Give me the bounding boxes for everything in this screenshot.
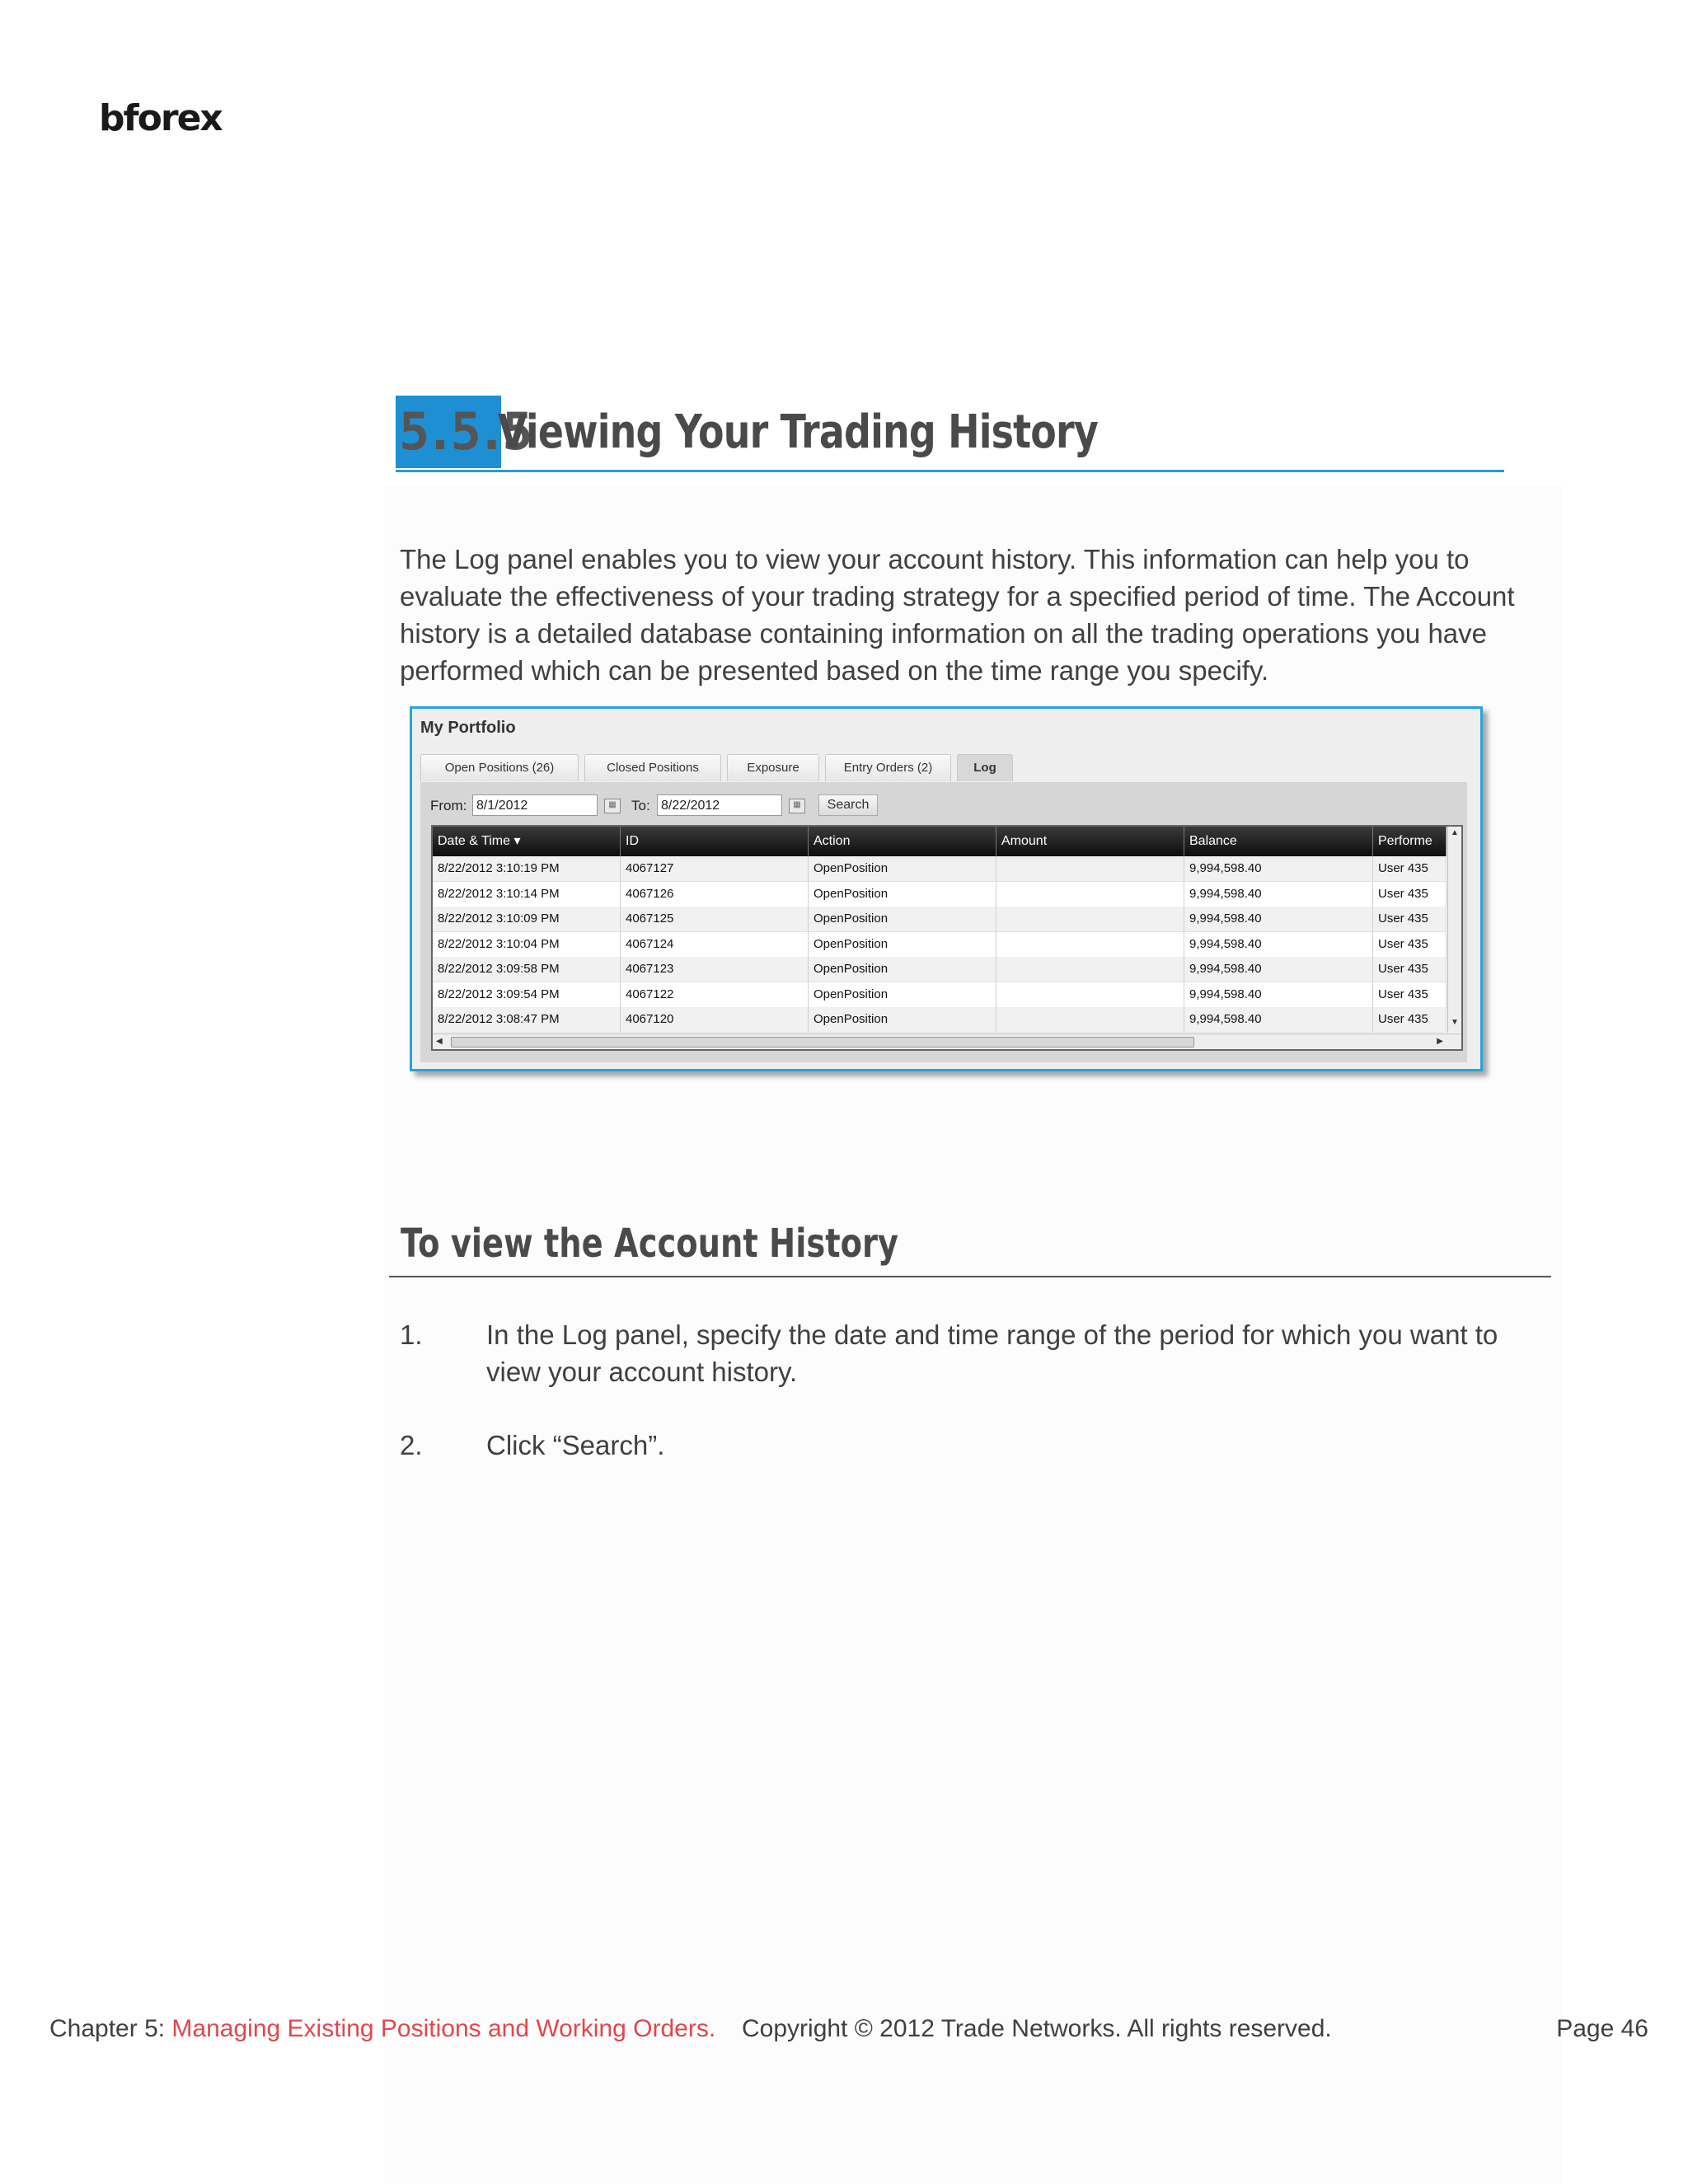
horizontal-scroll-thumb[interactable] [451, 1037, 1194, 1047]
step-number: 2. [400, 1430, 423, 1460]
table-cell: 4067125 [621, 907, 809, 931]
step-item [400, 1427, 1554, 1464]
tab-closed-positions[interactable]: Closed Positions [584, 754, 721, 781]
section-heading [396, 396, 1504, 472]
vertical-scrollbar[interactable] [1447, 827, 1461, 1033]
footer-chapter-prefix: Chapter 5: [49, 2015, 172, 2042]
column-action[interactable]: Action [809, 827, 996, 856]
table-cell: OpenPosition [809, 957, 996, 982]
table-cell: 8/22/2012 3:09:58 PM [433, 957, 621, 982]
table-cell [996, 957, 1184, 982]
table-cell: 9,994,598.40 [1184, 982, 1373, 1007]
footer-page-number: Page 46 [1556, 2015, 1648, 2042]
table-cell [996, 856, 1184, 881]
table-cell: 9,994,598.40 [1184, 957, 1373, 982]
table-cell: 9,994,598.40 [1184, 907, 1373, 931]
table-cell: OpenPosition [809, 907, 996, 931]
table-cell [996, 882, 1184, 907]
column-date-time[interactable]: Date & Time ▾ [433, 827, 621, 856]
subsection-heading [389, 1216, 1551, 1277]
table-cell: 4067127 [621, 856, 809, 881]
step-text: In the Log panel, specify the date and time range of the period for which you want to view your account history. [486, 1319, 1498, 1387]
sort-desc-icon: ▾ [513, 834, 521, 848]
step-text: Click “Search”. [486, 1430, 665, 1460]
table-cell: 8/22/2012 3:10:14 PM [433, 882, 621, 907]
to-label: To: [631, 798, 650, 813]
table-cell: User 435 [1373, 882, 1447, 907]
column-id[interactable]: ID [621, 827, 809, 856]
table-cell: OpenPosition [809, 932, 996, 957]
table-cell: 8/22/2012 3:10:04 PM [433, 932, 621, 957]
bforex-logo: bforex [99, 97, 222, 139]
table-cell: 4067120 [621, 1007, 809, 1032]
table-cell: OpenPosition [809, 882, 996, 907]
table-cell [996, 907, 1184, 931]
panel-title: My Portfolio [420, 719, 516, 737]
scroll-right-icon[interactable]: ▶ [1437, 1037, 1443, 1046]
subsection-title: To view the Account History [401, 1221, 898, 1267]
log-grid [431, 825, 1463, 1051]
step-number: 1. [400, 1319, 423, 1350]
grid-header [433, 827, 1447, 856]
table-cell: 8/22/2012 3:10:09 PM [433, 907, 621, 931]
horizontal-scrollbar[interactable] [433, 1033, 1461, 1049]
intro-paragraph: The Log panel enables you to view your account history. This information can help you to evaluate the effectiveness of your trading strategy for a specified period of time. The Account history is a detailed database containing information on all the trading operations you have performed which can be presented based on the time range you specify. [400, 544, 1515, 686]
table-cell [996, 1007, 1184, 1032]
table-cell: 8/22/2012 3:10:19 PM [433, 856, 621, 881]
column-amount[interactable]: Amount [996, 827, 1184, 856]
table-cell: 9,994,598.40 [1184, 856, 1373, 881]
table-cell: OpenPosition [809, 856, 996, 881]
to-calendar-icon[interactable]: ▦ [789, 799, 805, 813]
step-item [400, 1316, 1554, 1390]
column-performer[interactable]: Performe [1373, 827, 1447, 856]
table-cell: OpenPosition [809, 1007, 996, 1032]
table-cell: 4067122 [621, 982, 809, 1007]
tab-log[interactable]: Log [957, 754, 1013, 781]
table-row[interactable] [433, 1007, 1447, 1033]
tab-entry-orders[interactable]: Entry Orders (2) [825, 754, 951, 781]
section-title: Viewing Your Trading History [498, 405, 1098, 459]
table-cell: User 435 [1373, 856, 1447, 881]
table-cell: 9,994,598.40 [1184, 932, 1373, 957]
table-row[interactable] [433, 907, 1447, 932]
to-date-input[interactable]: 8/22/2012 [657, 794, 782, 816]
scroll-up-icon[interactable]: ▲ [1451, 828, 1459, 837]
tab-exposure[interactable]: Exposure [727, 754, 819, 781]
table-cell: 4067124 [621, 932, 809, 957]
table-cell: User 435 [1373, 957, 1447, 982]
table-cell: 8/22/2012 3:09:54 PM [433, 982, 621, 1007]
table-cell: 4067123 [621, 957, 809, 982]
from-calendar-icon[interactable]: ▦ [604, 799, 621, 813]
table-cell: 9,994,598.40 [1184, 882, 1373, 907]
from-label: From: [430, 798, 467, 813]
search-button[interactable]: Search [818, 794, 878, 816]
table-row[interactable] [433, 982, 1447, 1008]
table-row[interactable] [433, 932, 1447, 958]
table-row[interactable] [433, 856, 1447, 882]
table-cell [996, 982, 1184, 1007]
portfolio-panel-screenshot [410, 706, 1483, 1071]
table-cell: User 435 [1373, 982, 1447, 1007]
tab-open-positions[interactable]: Open Positions (26) [420, 754, 579, 781]
table-cell: 4067126 [621, 882, 809, 907]
table-cell [996, 932, 1184, 957]
footer-copyright: Copyright © 2012 Trade Networks. All rights reserved. [742, 2015, 1332, 2042]
table-cell: 9,994,598.40 [1184, 1007, 1373, 1032]
table-cell: User 435 [1373, 907, 1447, 931]
from-date-input[interactable]: 8/1/2012 [472, 794, 598, 816]
column-balance[interactable]: Balance [1184, 827, 1373, 856]
footer-chapter-link[interactable]: Managing Existing Positions and Working Orders. [171, 2015, 716, 2042]
table-cell: User 435 [1373, 932, 1447, 957]
scroll-left-icon[interactable]: ◀ [436, 1037, 443, 1046]
table-row[interactable] [433, 957, 1447, 982]
table-cell: OpenPosition [809, 982, 996, 1007]
section-number: 5.5.5 [396, 396, 501, 468]
table-cell: 8/22/2012 3:08:47 PM [433, 1007, 621, 1032]
table-row[interactable] [433, 882, 1447, 907]
scroll-down-icon[interactable]: ▼ [1451, 1018, 1459, 1027]
table-cell: User 435 [1373, 1007, 1447, 1032]
page-footer [49, 2015, 1648, 2043]
